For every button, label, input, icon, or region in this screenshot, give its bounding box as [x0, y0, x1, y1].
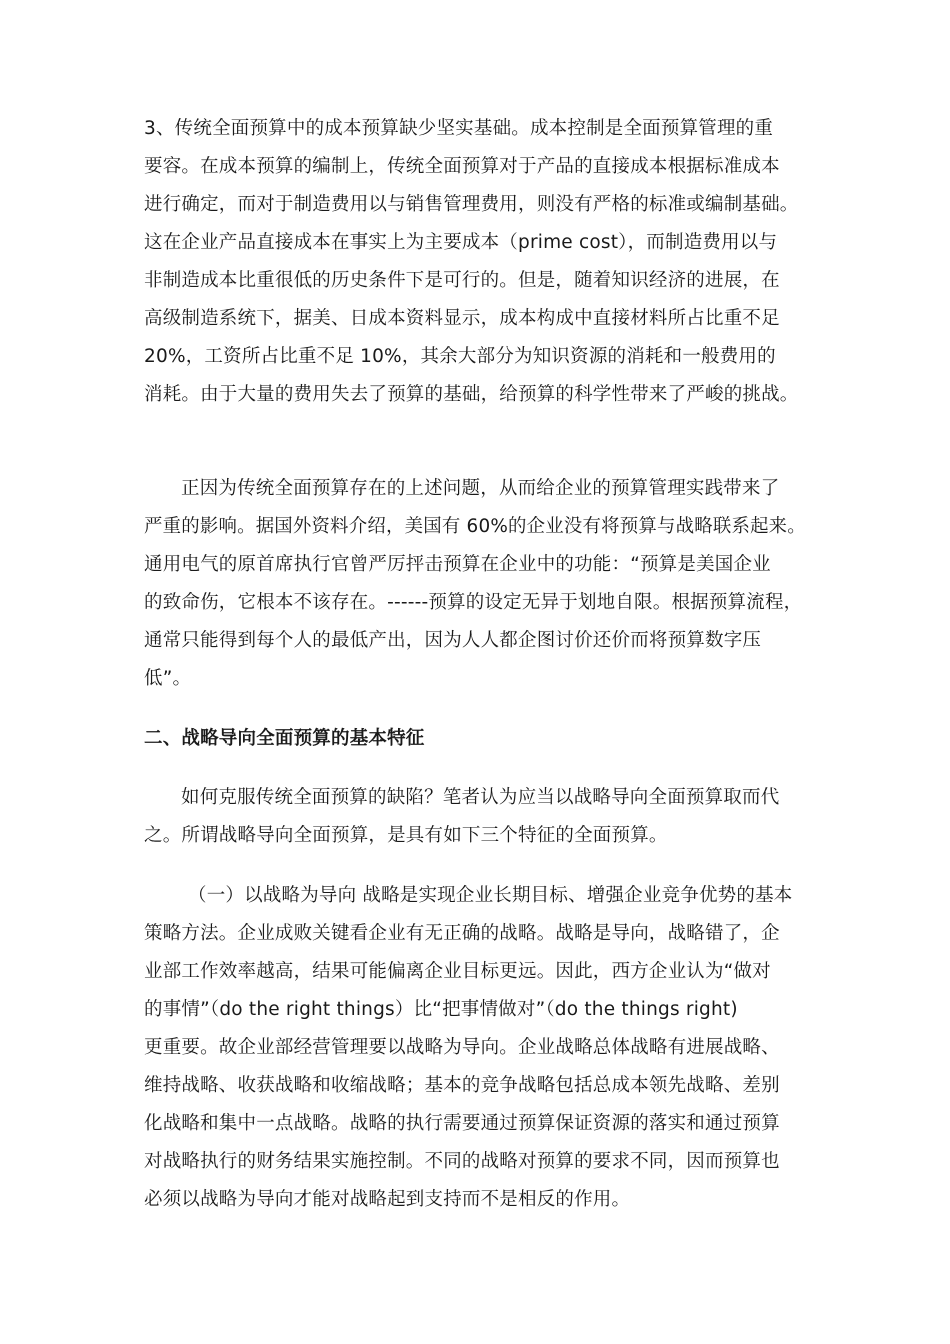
paragraph-line: 20%，工资所占比重不足 10%，其余大部分为知识资源的消耗和一般费用的	[144, 346, 776, 367]
paragraph-line: 消耗。由于大量的费用失去了预算的基础，给预算的科学性带来了严峻的挑战。	[144, 384, 799, 405]
section-heading: 二、战略导向全面预算的基本特征	[144, 728, 425, 749]
paragraph-line: 非制造成本比重很低的历史条件下是可行的。但是，随着知识经济的进展，在	[144, 270, 780, 291]
paragraph-line: 低”。	[144, 668, 192, 689]
paragraph-line: 3、传统全面预算中的成本预算缺少坚实基础。成本控制是全面预算管理的重	[144, 118, 774, 139]
paragraph-line: 高级制造系统下，据美、日成本资料显示，成本构成中直接材料所占比重不足	[144, 308, 780, 329]
paragraph-line: 维持战略、收获战略和收缩战略；基本的竞争战略包括总成本领先战略、差别	[144, 1075, 780, 1096]
paragraph-line: 这在企业产品直接成本在事实上为主要成本（prime cost），而制造费用以与	[144, 232, 778, 253]
paragraph-line: 的事情”（do the right things）比“把事情做对”（do the things right)	[144, 999, 738, 1020]
paragraph-line: 进行确定，而对于制造费用以与销售管理费用，则没有严格的标准或编制基础。	[144, 194, 799, 215]
paragraph-line: 严重的影响。据国外资料介绍，美国有 60%的企业没有将预算与战略联系起来。	[144, 516, 806, 537]
paragraph-line: 对战略执行的财务结果实施控制。不同的战略对预算的要求不同，因而预算也	[144, 1151, 780, 1172]
paragraph-line: 策略方法。企业成败关键看企业有无正确的战略。战略是导向，战略错了，企	[144, 923, 780, 944]
paragraph-line: 正因为传统全面预算存在的上述问题，从而给企业的预算管理实践带来了	[181, 478, 780, 499]
paragraph-line: 必须以战略为导向才能对战略起到支持而不是相反的作用。	[144, 1189, 631, 1210]
paragraph-line: 要容。在成本预算的编制上，传统全面预算对于产品的直接成本根据标准成本	[144, 156, 780, 177]
paragraph-line: （一）以战略为导向 战略是实现企业长期目标、增强企业竞争优势的基本	[188, 885, 793, 906]
paragraph-line: 的致命伤，它根本不该存在。------预算的设定无异于划地自限。根据预算流程，	[144, 592, 803, 613]
paragraph-line: 化战略和集中一点战略。战略的执行需要通过预算保证资源的落实和通过预算	[144, 1113, 780, 1134]
paragraph-line: 通用电气的原首席执行官曾严厉抨击预算在企业中的功能：“预算是美国企业	[144, 554, 771, 575]
paragraph-line: 更重要。故企业部经营管理要以战略为导向。企业战略总体战略有进展战略、	[144, 1037, 780, 1058]
paragraph-line: 通常只能得到每个人的最低产出，因为人人都企图讨价还价而将预算数字压	[144, 630, 762, 651]
paragraph-line: 如何克服传统全面预算的缺陷？笔者认为应当以战略导向全面预算取而代	[181, 787, 780, 808]
paragraph-line: 业部工作效率越高，结果可能偏离企业目标更远。因此，西方企业认为“做对	[144, 961, 771, 982]
paragraph-line: 之。所谓战略导向全面预算，是具有如下三个特征的全面预算。	[144, 825, 668, 846]
